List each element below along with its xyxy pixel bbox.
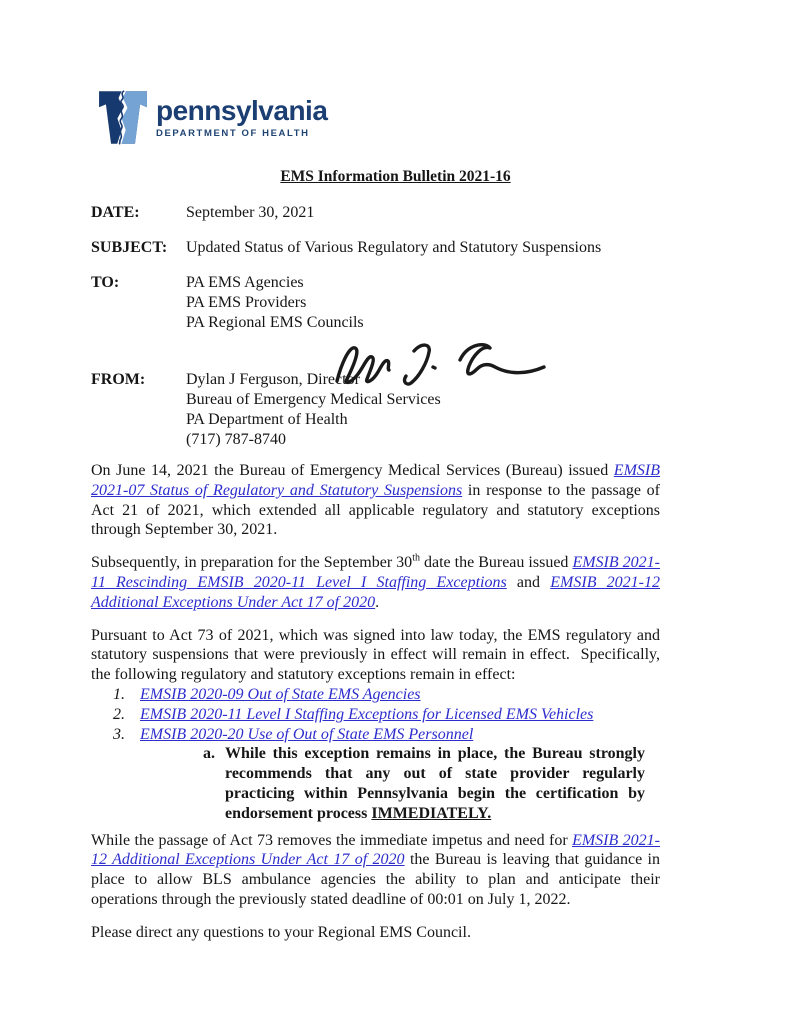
p2-text: and [506, 573, 551, 591]
subitem-body-text: While this exception remains in place, the Bureau strongly recommends that any out of state provider regularly practicing within Pennsylvania begin the certification by endorsement process [225, 745, 645, 822]
subitem-text [225, 744, 645, 823]
link-emsib-2020-20[interactable]: EMSIB 2020-20 Use of Out of State EMS Personnel [140, 725, 474, 743]
paragraph-5: Please direct any questions to your Regional EMS Council. [91, 923, 471, 941]
from-line: Bureau of Emergency Medical Services [186, 391, 441, 408]
keystone-caduceus-icon [99, 89, 147, 146]
date-value: September 30, 2021 [186, 204, 315, 221]
link-emsib-2020-09[interactable]: EMSIB 2020-09 Out of State EMS Agencies [140, 685, 421, 703]
immediately-emphasis: IMMEDIATELY. [371, 804, 492, 822]
subject-label: SUBJECT: [91, 239, 168, 256]
link-emsib-2021-07[interactable]: EMSIB 2021-07 Status of Regulatory and Statutory Suspensions [91, 462, 660, 499]
exception-list [91, 685, 660, 824]
list-item [91, 685, 660, 705]
p2-text: . [375, 593, 380, 611]
to-line: PA EMS Agencies [186, 274, 304, 291]
list-number: 3. [113, 725, 125, 743]
paragraph-2 [91, 553, 660, 612]
link-emsib-2021-12[interactable]: EMSIB 2021-12 Additional Exceptions Under Act 17 of 2020 [91, 573, 661, 611]
p4-text: the Bureau is leaving that guidance in place to allow BLS ambulance agencies the ability to plan and anticipate their operations through the previously stated deadline of 00:01 on July 1, 2022. [91, 851, 660, 908]
list-number: 2. [113, 705, 125, 723]
from-label: FROM: [91, 371, 146, 388]
memo-row-date [91, 203, 691, 223]
subject-value: Updated Status of Various Regulatory and Statutory Suspensions [186, 239, 602, 256]
p2-ordinal-suffix: th [412, 552, 420, 564]
list-item [91, 725, 660, 745]
list-item [91, 705, 660, 725]
link-emsib-2020-11[interactable]: EMSIB 2020-11 Level I Staffing Exceptions for Licensed EMS Vehicles [140, 705, 594, 723]
paragraph-4 [91, 831, 660, 910]
from-line: PA Department of Health [186, 411, 348, 428]
signature-image [330, 336, 548, 396]
date-label: DATE: [91, 204, 140, 221]
document-body [91, 461, 660, 956]
p4-text: While the passage of Act 73 removes the immediate impetus and need for [91, 831, 573, 849]
from-line: Dylan J Ferguson, Director [186, 371, 360, 388]
logo-department-text: DEPARTMENT OF HEALTH [156, 128, 310, 139]
link-emsib-2021-11[interactable]: EMSIB 2021-11 Rescinding EMSIB 2020-11 Level I Staffing Exceptions [91, 554, 660, 591]
paragraph-1 [91, 461, 660, 540]
memo-row-subject [91, 238, 691, 258]
memo-row-to [91, 273, 691, 333]
list-subitem-a [203, 744, 645, 823]
pa-doh-logo [99, 89, 327, 146]
to-line: PA EMS Providers [186, 294, 307, 311]
to-value [186, 273, 364, 333]
page-title: EMS Information Bulletin 2021-16 [280, 168, 511, 185]
logo-wordmark [156, 97, 327, 139]
from-line: (717) 787-8740 [186, 431, 286, 448]
link-emsib-2021-12-repeat[interactable]: EMSIB 2021-12 Additional Exceptions Under Act 17 of 2020 [91, 831, 660, 869]
p2-text: Subsequently, in preparation for the September 30 [91, 554, 413, 572]
p1-text: On June 14, 2021 the Bureau of Emergency Medical Services (Bureau) issued [91, 462, 614, 479]
p2-text: date the Bureau issued [419, 554, 573, 572]
list-number: 1. [113, 685, 125, 703]
memo-header [91, 203, 691, 450]
subitem-marker: a. [203, 745, 215, 763]
p1-text: in response to the passage of Act 21 of 2021, which extended all applicable regulatory and statutory exceptions through September 30, 2021. [91, 481, 661, 539]
logo-brand-text: pennsylvania [156, 95, 328, 126]
to-label: TO: [91, 274, 120, 291]
paragraph-3: Pursuant to Act 73 of 2021, which was signed into law today, the EMS regulatory and statutory suspensions that were previously in effect will remain in effect. Specifically, the following regulatory and statutory exceptions remain in effect: [91, 626, 660, 684]
to-line: PA Regional EMS Councils [186, 314, 364, 331]
